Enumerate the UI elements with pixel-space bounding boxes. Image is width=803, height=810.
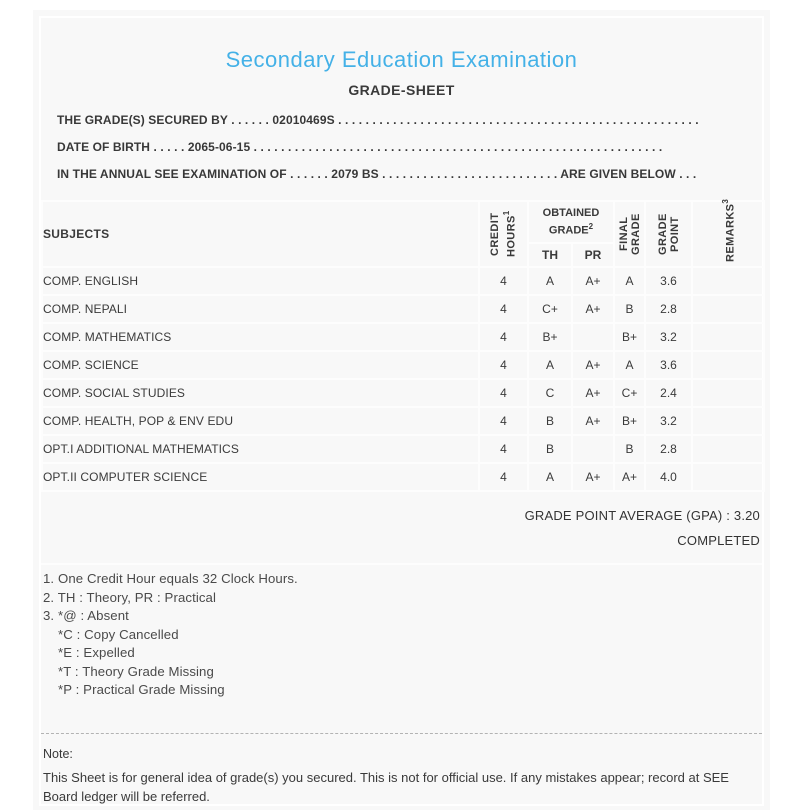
remarks-cell (692, 295, 764, 323)
footnote-item: 3. *@ : Absent (43, 608, 129, 623)
theory-grade-cell: A (528, 267, 572, 295)
col-header-subjects: SUBJECTS (42, 201, 479, 267)
col-header-remarks (692, 198, 764, 267)
subject-cell: COMP. MATHEMATICS (42, 323, 479, 351)
final-grade-cell: B+ (614, 323, 645, 351)
practical-grade-cell: A+ (572, 295, 614, 323)
grade-point-cell: 3.2 (645, 407, 692, 435)
credit-hours-cell: 4 (479, 407, 528, 435)
remarks-cell (692, 351, 764, 379)
table-row (42, 295, 764, 323)
grade-point-cell: 3.6 (645, 267, 692, 295)
credit-hours-footnote-ref: 1 (502, 210, 512, 216)
theory-grade-cell: A (528, 351, 572, 379)
grade-point-label: GRADE POINT (656, 213, 681, 255)
subject-cell: COMP. SCIENCE (42, 351, 479, 379)
theory-grade-cell: C (528, 379, 572, 407)
col-header-theory: TH (528, 243, 572, 267)
credit-hours-cell: 4 (479, 435, 528, 463)
info-line-grades-secured-by: THE GRADE(S) SECURED BY . . . . . . 02010469S . . . . . . . . . . . . . . . . . . . . . . . . . . . . . . . . . . . . . . . . . . . . . . . . . . . . . (57, 113, 699, 127)
practical-grade-cell: A+ (572, 379, 614, 407)
grade-point-cell: 4.0 (645, 463, 692, 491)
theory-grade-cell: B (528, 435, 572, 463)
credit-hours-cell: 4 (479, 351, 528, 379)
obtained-grade-label: OBTAINED GRADE (542, 206, 600, 237)
practical-grade-cell (572, 323, 614, 351)
practical-grade-cell: A+ (572, 407, 614, 435)
remarks-cell (692, 407, 764, 435)
grade-point-cell: 2.8 (645, 295, 692, 323)
final-grade-cell: A (614, 267, 645, 295)
footnote-item: 2. TH : Theory, PR : Practical (43, 589, 217, 605)
remarks-footnote-ref: 3 (720, 198, 730, 204)
remarks-cell (692, 379, 764, 407)
theory-grade-cell: C+ (528, 295, 572, 323)
final-grade-label: FINAL GRADE (617, 213, 642, 255)
table-row (42, 407, 764, 435)
obtained-grade-footnote-ref: 2 (588, 221, 594, 231)
note-label: Note: (43, 746, 73, 761)
theory-grade-cell: B+ (528, 323, 572, 351)
grade-table (41, 200, 765, 492)
remarks-cell (692, 267, 764, 295)
table-row (42, 267, 764, 295)
practical-grade-cell: A+ (572, 351, 614, 379)
theory-grade-cell: B (528, 407, 572, 435)
subject-cell: COMP. HEALTH, POP & ENV EDU (42, 407, 479, 435)
practical-grade-cell (572, 435, 614, 463)
credit-hours-cell: 4 (479, 323, 528, 351)
table-row (42, 463, 764, 491)
result-summary (41, 492, 762, 565)
footnote-item: 1. One Credit Hour equals 32 Clock Hours. (43, 571, 298, 586)
final-grade-cell: A (614, 351, 645, 379)
note-text: This Sheet is for general idea of grade(s) you secured. This is not for official use. If any mistakes appear; record at SEE Board ledger will be referred. (43, 769, 729, 804)
grade-point-cell: 2.8 (645, 435, 692, 463)
credit-hours-cell: 4 (479, 267, 528, 295)
remarks-cell (692, 435, 764, 463)
subject-cell: COMP. SOCIAL STUDIES (42, 379, 479, 407)
practical-grade-cell: A+ (572, 463, 614, 491)
info-line-date-of-birth: DATE OF BIRTH . . . . . 2065-06-15 . . . . . . . . . . . . . . . . . . . . . . . . . . . . . . . . . . . . . . . . . . . . . . . . . . . . . . . . . . . . (57, 140, 663, 154)
grade-point-cell: 2.4 (645, 379, 692, 407)
grade-point-cell: 3.6 (645, 351, 692, 379)
note-section (41, 742, 762, 806)
dashed-divider (41, 733, 762, 734)
page-subtitle: GRADE-SHEET (348, 82, 455, 98)
footnote-item: *E : Expelled (58, 645, 135, 660)
remarks-cell (692, 323, 764, 351)
subject-cell: OPT.II COMPUTER SCIENCE (42, 463, 479, 491)
credit-hours-cell: 4 (479, 295, 528, 323)
grade-sheet (39, 16, 764, 806)
gpa-line (41, 508, 760, 523)
grade-point-cell: 3.2 (645, 323, 692, 351)
practical-grade-cell: A+ (572, 267, 614, 295)
subject-cell: COMP. ENGLISH (42, 267, 479, 295)
col-header-final-grade (614, 201, 645, 267)
footnote-item: *C : Copy Cancelled (58, 626, 179, 642)
col-header-credit-hours (479, 201, 528, 267)
remarks-cell (692, 463, 764, 491)
credit-hours-cell: 4 (479, 379, 528, 407)
col-header-practical: PR (572, 243, 614, 267)
grade-table-body (42, 267, 764, 491)
final-grade-cell: B+ (614, 407, 645, 435)
subject-cell: OPT.I ADDITIONAL MATHEMATICS (42, 435, 479, 463)
footnote-item: *T : Theory Grade Missing (58, 663, 214, 679)
table-row (42, 323, 764, 351)
table-row (42, 435, 764, 463)
candidate-info (41, 107, 762, 188)
gpa-value: 3.20 (733, 508, 760, 523)
col-header-obtained-grade (528, 201, 614, 243)
remarks-label: REMARKS (724, 203, 737, 262)
subject-cell: COMP. NEPALI (42, 295, 479, 323)
table-row (42, 351, 764, 379)
col-header-grade-point (645, 201, 692, 267)
page-title: Secondary Education Examination (225, 47, 578, 72)
gpa-label: GRADE POINT AVERAGE (GPA) : (524, 508, 731, 523)
theory-grade-cell: A (528, 463, 572, 491)
final-grade-cell: A+ (614, 463, 645, 491)
footnotes-list (41, 565, 762, 700)
table-row (42, 379, 764, 407)
final-grade-cell: B (614, 435, 645, 463)
final-grade-cell: C+ (614, 379, 645, 407)
credit-hours-cell: 4 (479, 463, 528, 491)
final-grade-cell: B (614, 295, 645, 323)
status-completed: COMPLETED (677, 533, 760, 548)
footnote-item: *P : Practical Grade Missing (58, 682, 225, 697)
info-line-exam-year: IN THE ANNUAL SEE EXAMINATION OF . . . . . . 2079 BS . . . . . . . . . . . . . . . . . . . . . . . . . . ARE GIVEN BELOW . . . (57, 167, 697, 181)
sheet-outer-frame (33, 10, 770, 810)
credit-hours-label: CREDIT HOURS (489, 212, 518, 258)
